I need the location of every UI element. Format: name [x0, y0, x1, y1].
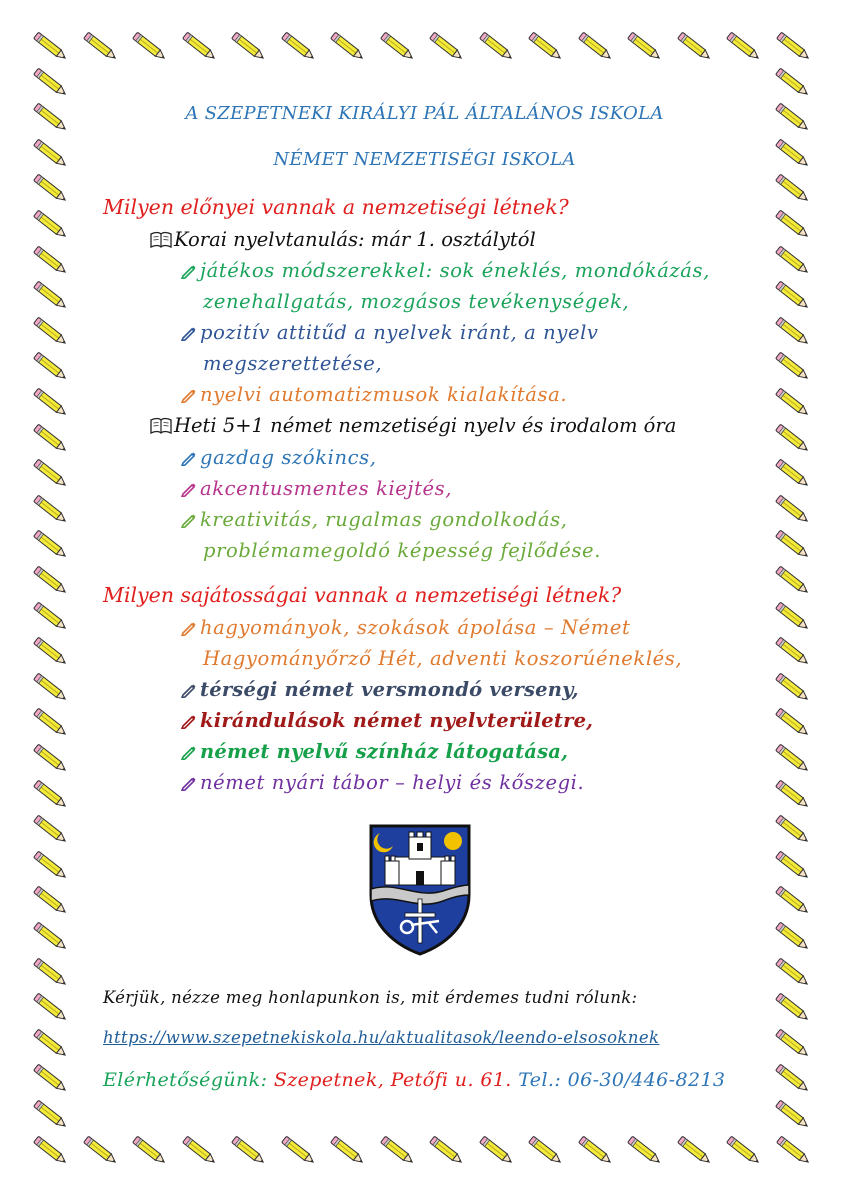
- pencil-icon: [28, 708, 74, 738]
- pencil-icon: [721, 32, 767, 62]
- school-title: A SZEPETNEKI KIRÁLYI PÁL ÁLTALÁNOS ISKOLA: [185, 103, 664, 124]
- list-item: gazdag szókincs,: [180, 446, 377, 471]
- pencil-icon: [770, 459, 816, 489]
- pencil-icon: [28, 317, 74, 347]
- pencil-icon: [127, 1136, 173, 1166]
- pencil-icon: [180, 261, 200, 284]
- pencil-icon: [770, 281, 816, 311]
- pencil-icon: [28, 886, 74, 916]
- pencil-icon: [770, 1100, 816, 1130]
- list-item-continued: Hagyományőrző Hét, adventi koszorúéneklés,: [203, 647, 683, 670]
- list-item: német nyelvű színház látogatása,: [180, 740, 568, 765]
- pencil-icon: [424, 1136, 470, 1166]
- pencil-icon: [28, 32, 74, 62]
- pencil-icon: [523, 32, 569, 62]
- pencil-icon: [28, 174, 74, 204]
- pencil-icon: [770, 993, 816, 1023]
- pencil-icon: [78, 1136, 124, 1166]
- list-item: nyelvi automatizmusok kialakítása.: [180, 383, 567, 408]
- pencil-icon: [770, 922, 816, 952]
- list-item: játékos módszerekkel: sok éneklés, mondókázás,: [180, 259, 710, 284]
- pencil-icon: [770, 708, 816, 738]
- open-book-icon: [150, 417, 174, 440]
- list-item-continued: megszerettetése,: [203, 352, 383, 375]
- pencil-icon: [770, 851, 816, 881]
- pencil-icon: [770, 352, 816, 382]
- pencil-icon: [28, 352, 74, 382]
- list-item: kirándulások német nyelvterületre,: [180, 709, 593, 734]
- pencil-icon: [28, 459, 74, 489]
- pencil-icon: [325, 1136, 371, 1166]
- contact-label: Elérhetőségünk:: [103, 1069, 268, 1091]
- pencil-icon: [28, 958, 74, 988]
- pencil-icon: [226, 1136, 272, 1166]
- pencil-icon: [770, 317, 816, 347]
- pencil-icon: [180, 479, 200, 502]
- pencil-icon: [28, 566, 74, 596]
- section2-question: Milyen sajátosságai vannak a nemzetiségi létnek?: [103, 583, 622, 607]
- pencil-icon: [375, 32, 421, 62]
- pencil-icon: [573, 32, 619, 62]
- pencil-icon: [770, 886, 816, 916]
- pencil-icon: [770, 530, 816, 560]
- pencil-icon: [622, 1136, 668, 1166]
- pencil-icon: [771, 32, 817, 62]
- pencil-icon: [622, 32, 668, 62]
- pencil-icon: [770, 68, 816, 98]
- pencil-icon: [28, 922, 74, 952]
- pencil-icon: [28, 495, 74, 525]
- pencil-icon: [180, 680, 200, 703]
- address: Szepetnek, Petőfi u. 61.: [273, 1069, 512, 1091]
- pencil-icon: [127, 32, 173, 62]
- coat-of-arms-icon: [367, 823, 473, 957]
- pencil-icon: [28, 1100, 74, 1130]
- pencil-icon: [573, 1136, 619, 1166]
- list-item: akcentusmentes kiejtés,: [180, 477, 452, 502]
- pencil-icon: [28, 780, 74, 810]
- pencil-icon: [28, 210, 74, 240]
- pencil-icon: [28, 1064, 74, 1094]
- pencil-icon: [770, 673, 816, 703]
- pencil-icon: [523, 1136, 569, 1166]
- phone: Tel.: 06-30/446-8213: [518, 1069, 726, 1091]
- pencil-icon: [770, 246, 816, 276]
- pencil-icon: [177, 1136, 223, 1166]
- pencil-icon: [770, 744, 816, 774]
- pencil-icon: [770, 1064, 816, 1094]
- pencil-icon: [177, 32, 223, 62]
- pencil-icon: [770, 210, 816, 240]
- pencil-icon: [226, 32, 272, 62]
- list-item-continued: zenehallgatás, mozgásos tevékenységek,: [203, 290, 630, 313]
- group2-title: Heti 5+1 német nemzetiségi nyelv és irodalom óra: [150, 414, 676, 440]
- pencil-icon: [276, 32, 322, 62]
- section1-question: Milyen előnyei vannak a nemzetiségi létnek?: [103, 195, 569, 219]
- list-item: pozitív attitűd a nyelvek iránt, a nyelv: [180, 321, 599, 346]
- pencil-icon: [672, 1136, 718, 1166]
- group1-title: Korai nyelvtanulás: már 1. osztálytól: [150, 228, 536, 254]
- pencil-icon: [770, 1029, 816, 1059]
- pencil-icon: [325, 32, 371, 62]
- pencil-icon: [28, 68, 74, 98]
- pencil-icon: [375, 1136, 421, 1166]
- pencil-icon: [474, 1136, 520, 1166]
- pencil-icon: [770, 388, 816, 418]
- pencil-icon: [28, 602, 74, 632]
- pencil-icon: [180, 323, 200, 346]
- pencil-icon: [180, 510, 200, 533]
- pencil-icon: [180, 618, 200, 641]
- pencil-icon: [180, 742, 200, 765]
- pencil-icon: [180, 385, 200, 408]
- pencil-icon: [28, 993, 74, 1023]
- pencil-icon: [424, 32, 470, 62]
- pencil-icon: [28, 281, 74, 311]
- pencil-icon: [770, 780, 816, 810]
- pencil-icon: [276, 1136, 322, 1166]
- pencil-icon: [28, 673, 74, 703]
- list-item-continued: problémamegoldó képesség fejlődése.: [203, 539, 601, 562]
- pencil-icon: [28, 851, 74, 881]
- list-item: hagyományok, szokások ápolása – Német: [180, 616, 630, 641]
- website-link-row: [103, 1028, 659, 1047]
- pencil-icon: [28, 744, 74, 774]
- pencil-icon: [770, 495, 816, 525]
- pencil-icon: [180, 773, 200, 796]
- pencil-icon: [28, 637, 74, 667]
- list-item: német nyári tábor – helyi és kőszegi.: [180, 771, 584, 796]
- list-item: kreativitás, rugalmas gondolkodás,: [180, 508, 568, 533]
- contact-line: [103, 1069, 725, 1091]
- pencil-icon: [770, 958, 816, 988]
- open-book-icon: [150, 231, 174, 254]
- pencil-icon: [474, 32, 520, 62]
- pencil-icon: [28, 424, 74, 454]
- pencil-icon: [721, 1136, 767, 1166]
- website-link[interactable]: https://www.szepetnekiskola.hu/aktualitasok/leendo-elsosoknek: [103, 1028, 660, 1047]
- pencil-icon: [180, 711, 200, 734]
- pencil-icon: [770, 424, 816, 454]
- pencil-icon: [28, 388, 74, 418]
- list-item: térségi német versmondó verseny,: [180, 678, 579, 703]
- pencil-icon: [770, 566, 816, 596]
- pencil-icon: [180, 448, 200, 471]
- school-subtitle: NÉMET NEMZETISÉGI ISKOLA: [273, 149, 576, 170]
- pencil-icon: [28, 246, 74, 276]
- pencil-icon: [770, 815, 816, 845]
- pencil-icon: [771, 1136, 817, 1166]
- pencil-icon: [78, 32, 124, 62]
- pencil-icon: [28, 815, 74, 845]
- pencil-icon: [672, 32, 718, 62]
- pencil-icon: [770, 174, 816, 204]
- pencil-icon: [28, 1136, 74, 1166]
- pencil-icon: [770, 637, 816, 667]
- pencil-icon: [770, 602, 816, 632]
- website-request: Kérjük, nézze meg honlapunkon is, mit érdemes tudni rólunk:: [103, 988, 638, 1007]
- pencil-icon: [28, 1029, 74, 1059]
- pencil-icon: [28, 530, 74, 560]
